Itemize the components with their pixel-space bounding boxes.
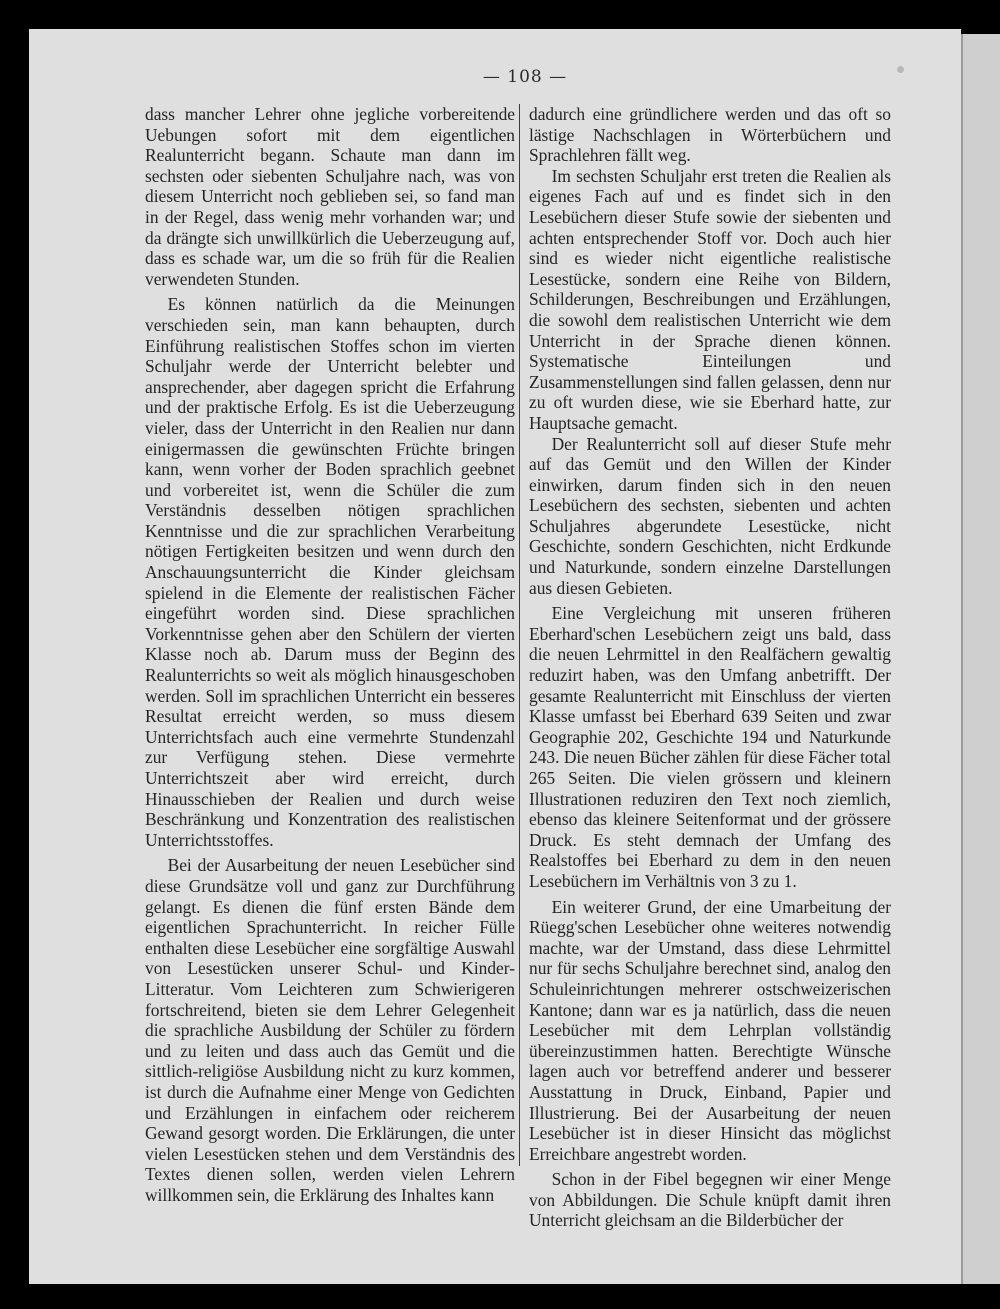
column-divider — [519, 104, 520, 1166]
paragraph: dadurch eine gründlichere werden und das oft so lästige Nachschlagen in Wörterbüchern und Sprachlehren fällt weg. — [529, 104, 891, 166]
paragraph: Der Realunterricht soll auf dieser Stufe mehr auf das Gemüt und den Willen der Kinder einwirken, darum finden sich in den neuen Lesebüchern des sechsten, siebenten und achten Schuljahres abgerundete Lesestücke, nicht Geschichte, sondern Geschichten, nicht Erdkunde und Naturkunde, sondern einzelne Darstellungen aus diesen Gebieten. — [529, 433, 891, 598]
paragraph: Es können natürlich da die Meinungen verschieden sein, man kann behaupten, durch Einführung realistischen Stoffes schon im vierten Schuljahr werde der Unterricht belebter und ansprechender, aber dagegen spricht die Erfahrung und der praktische Erfolg. Es ist die Ueberzeugung vieler, dass der Unterricht in den Realien nur dann einigermassen die gewünschten Früchte bringen kann, wenn vorher der Boden sprachlich geebnet und vorbereitet ist, wenn die Schüler die zum Verständnis desselben nötigen sprachlichen Kenntnisse und die zur sprachlichen Verarbeitung nötigen Fertigkeiten besitzen und wenn durch den Anschauungsunterricht die Kinder gleichsam spielend in die Elemente der realistischen Fächer eingeführt worden sind. Diese sprachlichen Vorkenntnisse gehen aber den Schülern der vierten Klasse noch ab. Darum muss der Beginn des Realunterrichts so weit als möglich hinausgeschoben werden. Soll im sprachlichen Unterricht ein besseres Resultat erreicht werden, so muss diesem Unterrichtsfach auch eine vermehrte Stundenzahl zur Verfügung stehen. Diese vermehrte Unterrichtszeit aber wird erreicht, durch Hinausschieben der Realien und durch weise Beschränkung und Konzentration des realistischen Unterrichtsstoffes. — [145, 294, 515, 850]
paper-spot — [897, 66, 904, 73]
right-text-column — [529, 104, 891, 1231]
paragraph: dass mancher Lehrer ohne jegliche vorbereitende Uebungen sofort mit dem eigentlichen Realunterricht begann. Schaute man dann im sechsten oder siebenten Schuljahre nach, was von diesem Unterricht noch geblieben sei, so fand man in der Regel, dass wenig mehr vorhanden war; und da drängte sich unwillkürlich die Ueberzeugung auf, dass es schade war, um die so früh für die Realien verwendeten Stunden. — [145, 104, 515, 289]
page-number: — 108 — — [482, 67, 568, 87]
paragraph: Im sechsten Schuljahr erst treten die Realien als eigenes Fach auf und es findet sich in den Lesebüchern dieser Stufe sowie der siebenten und achten entsprechender Stoff vor. Doch auch hier sind es wieder nicht eigentliche realistische Lesestücke, sondern eine Reihe von Bildern, Schilderungen, Beschreibungen und Erzählungen, die sowohl dem realistischen Unterricht wie dem Unterricht in der Sprache dienen können. Systematische Einteilungen und Zusammenstellungen sind fallen gelassen, denn nur zu oft wurden diese, wie sie Eberhard hatte, zur Hauptsache gemacht. — [529, 165, 891, 433]
adjacent-page-edge — [961, 34, 1000, 1284]
paragraph: Bei der Ausarbeitung der neuen Lesebücher sind diese Grundsätze voll und ganz zur Durchführung gelangt. Es dienen die fünf ersten Bände dem eigentlichen Sprachunterricht. In reicher Fülle enthalten diese Lesebücher eine sorgfältige Auswahl von Lesestücken unserer Schul- und Kinder-Litteratur. Vom Leichteren zum Schwierigeren fortschreitend, bieten sie dem Lehrer Gelegenheit die sprachliche Ausbildung der Schüler zu fördern und zu leiten und dass auch das Gemüt und die sittlich-religiöse Ausbildung nicht zu kurz kommen, ist durch die Aufnahme einer Menge von Gedichten und Erzählungen in einfachem oder reicherem Gewand gesorgt worden. Die Erklärungen, die unter vielen Lesestücken stehen und dem Verständnis des Textes dienen sollen, werden vielen Lehrern willkommen sein, die Erklärung des Inhaltes kann — [145, 855, 515, 1205]
paragraph: Eine Vergleichung mit unseren früheren Eberhard'schen Lesebüchern zeigt uns bald, dass die neuen Lehrmittel in den Realfächern gewaltig reduzirt haben, was den Umfang anbetrifft. Der gesamte Realunterricht mit Einschluss der vierten Klasse umfasst bei Eberhard 639 Seiten und zwar Geographie 202, Geschichte 194 und Naturkunde 243. Die neuen Bücher zählen für diese Fächer total 265 Seiten. Die vielen grössern und kleinern Illustrationen reduziren den Text noch ziemlich, ebenso das kleinere Seitenformat und der grössere Druck. Es steht demnach der Umfang des Realstoffes bei Eberhard zu dem in den neuen Lesebüchern im Verhältnis von 3 zu 1. — [529, 603, 891, 891]
left-text-column — [145, 104, 515, 1205]
paragraph: Schon in der Fibel begegnen wir einer Menge von Abbildungen. Die Schule knüpft damit ihren Unterricht gleichsam an die Bilderbücher der — [529, 1169, 891, 1231]
paragraph: Ein weiterer Grund, der eine Umarbeitung der Rüegg'schen Lesebücher ohne weiteres notwendig machte, war der Umstand, dass diese Lehrmittel nur für sechs Schuljahre berechnet sind, analog den Schuleinrichtungen mehrerer ostschweizerischen Kantone; dann war es ja natürlich, dass die neuen Lesebücher mit dem Lehrplan vollständig übereinzustimmen hatten. Berechtigte Wünsche lagen auch vor betreffend anderer und besserer Ausstattung in Druck, Einband, Papier und Illustrierung. Bei der Ausarbeitung der neuen Lesebücher ist in dieser Hinsicht das möglichst Erreichbare angestrebt worden. — [529, 896, 891, 1164]
